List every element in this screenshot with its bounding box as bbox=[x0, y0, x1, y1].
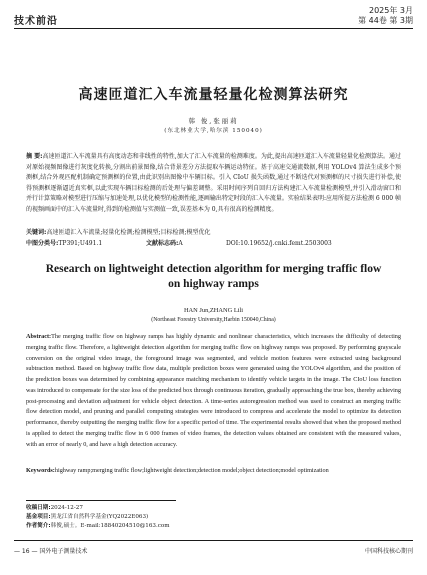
fund-label: 基金项目: bbox=[26, 513, 51, 520]
received-label: 收稿日期: bbox=[26, 505, 51, 511]
keywords-cn bbox=[26, 228, 401, 237]
author-bio-label: 作者简介: bbox=[26, 522, 51, 529]
affiliation-cn: (东北林业大学,哈尔滨 150040) bbox=[164, 128, 263, 134]
issue-date: 2025年 3月 bbox=[369, 6, 413, 15]
column-title: 技术前沿 bbox=[14, 16, 58, 27]
header-divider bbox=[14, 28, 413, 29]
authors-cn: 韩 俊,张丽莉 bbox=[188, 117, 239, 125]
footnotes bbox=[26, 504, 401, 530]
doi bbox=[226, 239, 332, 248]
keywords-en bbox=[26, 466, 401, 475]
author-bio bbox=[26, 522, 401, 531]
fund-value: 黑龙江省自然科学基金(YQ2022E063) bbox=[50, 513, 149, 520]
paper-title-cn: 高速匝道汇入车流量轻量化检测算法研究 bbox=[78, 87, 349, 103]
affiliation-en: (Northeast Forestry University,Harbin 150040,China) bbox=[151, 317, 276, 323]
abstract-en-text: The merging traffic flow on highway ramps has highly dynamic and nonlinear characteristics, which increases the difficulty of detecting merging traffic flow. Therefore, a lightweight detection algorithm for merging traffic flow on highway ramps was proposed. By performing grayscale conversion on the original video image, the foreground image was segmented, and vehicle motion features were extracted using background subtraction method. Based on highway traffic flow data, multiple prediction boxes were generated using the YOLOv4 algorithm, and the position of the prediction boxes was determined by combining appearance matching mechanism to identify vehicle targets in the image. The CIoU loss function was introduced to compensate for the size loss of the predicted box through continuous iteration, gradually approaching the true box, thereby achieving post-processing and deviation adjustment for vehicle object detection. A time-series autoregression method was used to construct an merging traffic flow detection model, and pruning and parallel computing strategies were introduced to compress and accelerate the model to optimize its detection performance, thereby outputting the merging traffic flow for a specific period of time. The experimental results showed that when the proposed method is applied to detect the merging traffic flow in 6 000 frames of video frames, the detection values obtained are consistent with the measured values, with an error of nearly 0, and have a high detection accuracy. bbox=[26, 333, 401, 448]
abstract-en-label: Abstract: bbox=[26, 333, 52, 340]
journal-tag: 中国科技核心期刊 bbox=[364, 548, 413, 555]
doi-label: DOI: bbox=[226, 240, 241, 247]
footnote-divider bbox=[26, 500, 176, 501]
authors-en: HAN Jun,ZHANG Lili bbox=[183, 307, 244, 314]
fund-project bbox=[26, 513, 401, 522]
abstract-cn-label: 摘 要: bbox=[26, 153, 43, 160]
clc-code bbox=[26, 239, 102, 248]
footer-divider bbox=[14, 540, 413, 541]
clc-label: 中图分类号: bbox=[26, 240, 59, 247]
doc-value: A bbox=[178, 240, 183, 247]
clc-value: TP391;U491.1 bbox=[58, 240, 103, 247]
doi-value: 10.19652/j.cnki.femt.2503003 bbox=[240, 240, 332, 247]
keywords-cn-label: 关键词: bbox=[26, 229, 47, 236]
received-date bbox=[26, 504, 401, 513]
abstract-en bbox=[26, 332, 401, 450]
page-number-journal: — 16 — 国外电子测量技术 bbox=[14, 548, 88, 555]
keywords-cn-text: 高速匝道汇入车流量;轻量化检测;检测模型;目标检测;模型优化 bbox=[46, 229, 211, 236]
abstract-cn bbox=[26, 152, 401, 216]
issue-number: 第 44卷 第 3期 bbox=[358, 16, 413, 25]
received-value: 2024-12-27 bbox=[50, 505, 83, 511]
document-code bbox=[146, 239, 183, 248]
paper-title-en: Research on lightweight detection algorithm for merging traffic flow on highway ramps bbox=[45, 263, 382, 290]
doc-label: 文献标志码: bbox=[146, 240, 179, 247]
keywords-en-text: highway ramp;merging traffic flow;lightweight detection;detection model;object detection;model optimization bbox=[54, 467, 329, 474]
issue-info bbox=[358, 6, 413, 26]
abstract-cn-text: 高速匝道汇入车流量具有高度动态和非线性的特性,加大了汇入车流量的检测难度。为此,提出高速匝道汇入车流量轻量化检测算法。通过对原始视频图像进行灰度化转换,分割出前景图像,结合背景差分方法提取车辆运动特征。基于高速交通流数据,利用 YOLOv4 算法生成多个预测框,结合外观匹配机制确定预测框的位置,由此识别出图像中车辆目标。引入 CIoU 损失函数,通过不断迭代对预测框的尺寸损失进行补偿,使得预测框逐渐逼近真实框,以此实现车辆目标检测的后处理与偏差调整。采用时间序列自回归方法构建汇入车流量检测模型,并引入滑动窗口和并行计算策略对模型进行压缩与加速处理,以优化模型的检测性能,逐画输出特定时段的汇入车流量。实验结果表明:应用所提方法检测 6 000 帧的视频画面中的汇入车流量时,得到的检测值与实测值一致,误差基本为 0,具有很高的检测精度。 bbox=[26, 153, 401, 213]
author-bio-value: 韩俊,硕士。E-mail:18840204510@163.com bbox=[50, 522, 170, 529]
keywords-en-label: Keywords: bbox=[26, 467, 55, 474]
